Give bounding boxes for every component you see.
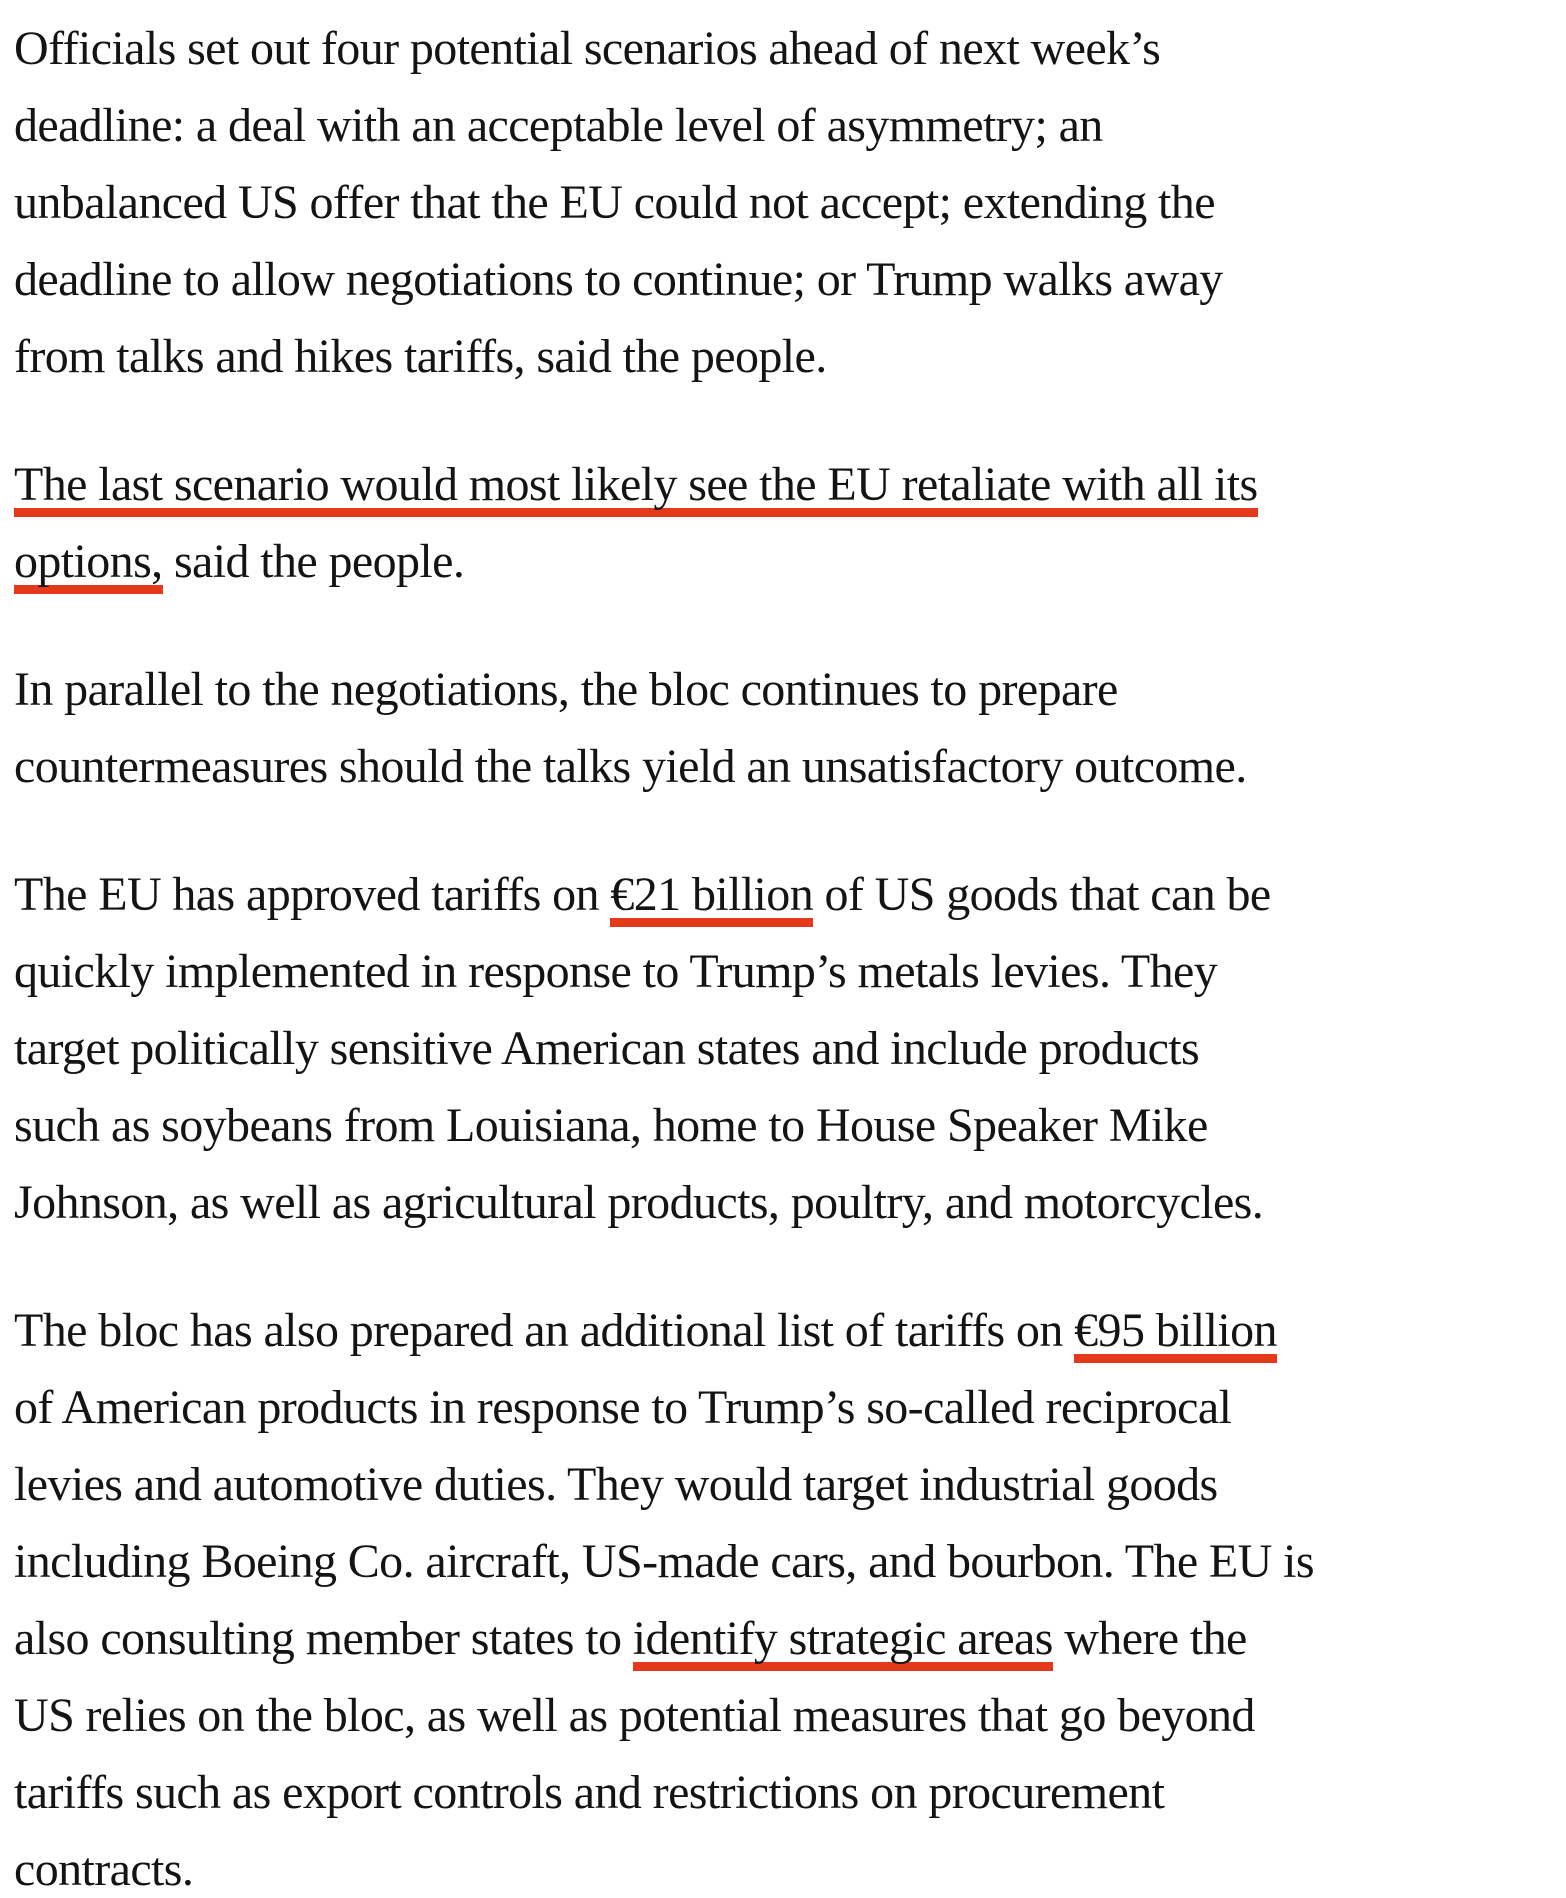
text-segment: of American products in response to Trump’s so-called reciprocal	[14, 1381, 1232, 1434]
underlined-link[interactable]: €95 billion	[1074, 1304, 1277, 1363]
text-line	[14, 1292, 1554, 1369]
paragraph	[14, 651, 1554, 805]
text-line	[14, 728, 1554, 805]
text-segment: The bloc has also prepared an additional list of tariffs on	[14, 1304, 1075, 1357]
text-line	[14, 651, 1554, 728]
paragraph	[14, 856, 1554, 1241]
text-line	[14, 164, 1554, 241]
text-line	[14, 1523, 1554, 1600]
underlined-link[interactable]: options,	[14, 535, 163, 594]
text-segment: from talks and hikes tariffs, said the people.	[14, 330, 827, 383]
text-line	[14, 523, 1554, 600]
text-line	[14, 1677, 1554, 1754]
paragraph	[14, 1292, 1554, 1898]
text-segment: Officials set out four potential scenarios ahead of next week’s	[14, 22, 1161, 75]
text-line	[14, 1164, 1554, 1241]
text-segment: also consulting member states to	[14, 1612, 633, 1665]
text-segment: deadline: a deal with an acceptable level of asymmetry; an	[14, 99, 1103, 152]
text-segment: countermeasures should the talks yield an unsatisfactory outcome.	[14, 740, 1247, 793]
text-line	[14, 856, 1554, 933]
text-line	[14, 446, 1554, 523]
text-segment: In parallel to the negotiations, the bloc continues to prepare	[14, 663, 1118, 716]
text-segment: such as soybeans from Louisiana, home to House Speaker Mike	[14, 1099, 1208, 1152]
text-line	[14, 1369, 1554, 1446]
text-line	[14, 10, 1554, 87]
text-line	[14, 1831, 1554, 1898]
text-line	[14, 1010, 1554, 1087]
text-segment: where the	[1052, 1612, 1247, 1665]
text-segment: unbalanced US offer that the EU could not accept; extending the	[14, 176, 1215, 229]
paragraph	[14, 10, 1554, 395]
text-line	[14, 1446, 1554, 1523]
text-line	[14, 1600, 1554, 1677]
underlined-link[interactable]: The last scenario would most likely see the EU retaliate with all its	[14, 458, 1258, 517]
text-line	[14, 1754, 1554, 1831]
text-segment: target politically sensitive American states and include products	[14, 1022, 1200, 1075]
text-segment: tariffs such as export controls and restrictions on procurement	[14, 1766, 1165, 1819]
underlined-link[interactable]: €21 billion	[610, 868, 813, 927]
text-line	[14, 1087, 1554, 1164]
text-segment: contracts.	[14, 1843, 194, 1896]
text-segment: US relies on the bloc, as well as potential measures that go beyond	[14, 1689, 1255, 1742]
text-segment: said the people.	[162, 535, 465, 588]
text-segment: quickly implemented in response to Trump’s metals levies. They	[14, 945, 1218, 998]
text-segment: including Boeing Co. aircraft, US-made cars, and bourbon. The EU is	[14, 1535, 1314, 1588]
text-line	[14, 933, 1554, 1010]
text-segment: The EU has approved tariffs on	[14, 868, 611, 921]
text-line	[14, 241, 1554, 318]
text-line	[14, 318, 1554, 395]
underlined-link[interactable]: identify strategic areas	[633, 1612, 1053, 1671]
text-segment: Johnson, as well as agricultural products, poultry, and motorcycles.	[14, 1176, 1264, 1229]
paragraph	[14, 446, 1554, 600]
text-segment: deadline to allow negotiations to continue; or Trump walks away	[14, 253, 1223, 306]
text-line	[14, 87, 1554, 164]
text-segment: levies and automotive duties. They would target industrial goods	[14, 1458, 1218, 1511]
text-segment: of US goods that can be	[813, 868, 1271, 921]
